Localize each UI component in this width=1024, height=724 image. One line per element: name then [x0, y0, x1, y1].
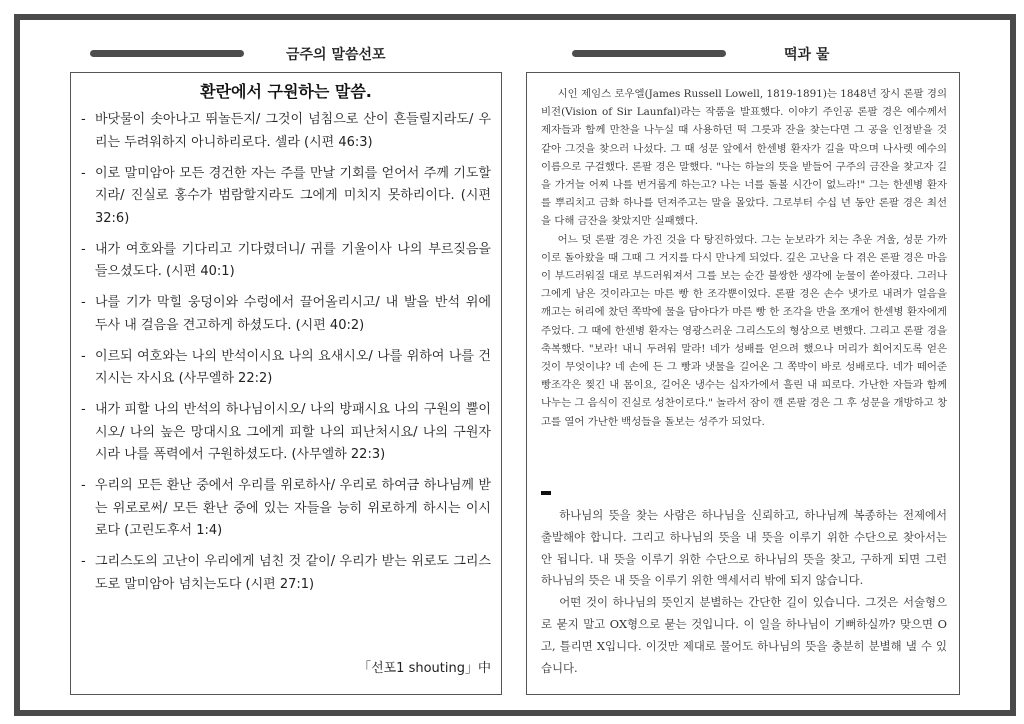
story-paragraph: 시인 제임스 로우엘(James Russell Lowell, 1819-1891)는 1848년 장시 론팔 경의 비전(Vision of Sir Launfal)라는 작품을 발표했다. 이야기 주인공 론팔 경은 예수께서 제자들과 함께 만찬을 나누실 때 사용하던 떡 그릇과 잔을 찾는다면 그 공을 인정받을 것 같아 그것을 찾으러 나섰다. 그 때 성문 앞에서 한센병 환자가 길을 막으며 나사렛 예수의 이름으로 구걸했다. 론팔 경은 말했다. "나는 하늘의 뜻을 받들어 구주의 금잔을 찾고자 길을 가거늘 어찌 나를 번거롭게 하는고? 나는 너를 돌볼 시간이 없느라!" 그는 한센병 환자를 뿌리치고 금화 하나를 던져주고는 말을 몰았다. 그로부터 수십 년 동안 론팔 경은 최선을 다해 금잔을 찾았지만 실패했다.: [541, 88, 947, 228]
verse-item: - 내가 피할 나의 반석의 하나님이시오/ 나의 방패시요 나의 구원의 뿔이시오/ 나의 높은 망대시요 그에게 피할 나의 피난처시요/ 나의 구원자시라 나를 폭력에서 구원하셨도다. (사무엘하 22:3): [81, 399, 491, 467]
header-decor-bar: [90, 50, 244, 57]
verse-item: - 나를 기가 막힐 웅덩이와 수렁에서 끌어올리시고/ 내 발을 반석 위에 두사 내 걸음을 견고하게 하셨도다. (시편 40:2): [81, 292, 491, 337]
verse-list: [81, 109, 491, 605]
right-section-header: [572, 44, 992, 64]
story-box: [526, 72, 960, 695]
story-text: [541, 85, 947, 431]
verse-item: - 우리의 모든 환난 중에서 우리를 위로하사/ 우리로 하여금 하나님께 받는 위로로써/ 모든 환난 중에 있는 자들을 능히 위로하게 하시는 이시로다 (고린도후서 1:4): [81, 475, 491, 543]
left-header-title: 금주의 말씀선포: [286, 47, 386, 63]
reflection-paragraph: 어떤 것이 하나님의 뜻인지 분별하는 간단한 길이 있습니다. 그것은 서술형으로 묻지 말고 OX형으로 묻는 것입니다. 이 일을 하나님이 기뻐하실까? 맞으면 O고, 틀리면 X입니다. 이것만 제대로 물어도 하나님의 뜻을 충분히 분별해 낼 수 있습니다.: [541, 595, 947, 675]
source-citation: 「선포1 shouting」中: [358, 661, 491, 676]
verse-item: - 바닷물이 솟아나고 뛰놀든지/ 그것이 넘침으로 산이 흔들릴지라도/ 우리는 두려워하지 아니하리로다. 셀라 (시편 46:3): [81, 109, 491, 154]
sermon-box: [70, 72, 502, 695]
reflection-text: [541, 505, 947, 679]
verse-item: - 이로 말미암아 모든 경건한 자는 주를 만날 기회를 얻어서 주께 기도할지라/ 진실로 홍수가 범람할지라도 그에게 미치지 못하리이다. (시편 32:6): [81, 163, 491, 231]
verse-item: - 이르되 여호와는 나의 반석이시요 나의 요새시오/ 나를 위하여 나를 건지시는 자시요 (사무엘하 22:2): [81, 346, 491, 391]
header-decor-bar: [572, 50, 726, 57]
left-section-header: [90, 44, 510, 64]
reflection-paragraph: 하나님의 뜻을 찾는 사람은 하나님을 신뢰하고, 하나님께 복종하는 전제에서 출발해야 합니다. 그리고 하나님의 뜻을 내 뜻을 이루기 위한 수단으로 찾아서는 안 됩니다. 내 뜻을 이루기 위한 수단으로 하나님의 뜻을 찾고, 구하게 되면 그런 하나님의 뜻은 내 뜻을 이루기 위한 액세서리 밖에 되지 않습니다.: [541, 508, 947, 588]
verse-item: - 그리스도의 고난이 우리에게 넘친 것 같이/ 우리가 받는 위로도 그리스도로 말미암아 넘치는도다 (시편 27:1): [81, 551, 491, 596]
page-frame: [14, 14, 1016, 716]
section-separator-mark: [541, 491, 551, 495]
story-paragraph: 어느 덧 론팔 경은 가진 것을 다 탕진하였다. 그는 눈보라가 치는 추운 겨울, 성문 가까이로 돌아왔을 때 그때 그 거지를 다시 만나게 되었다. 깊은 고난을 다 겪은 론팔 경은 마음이 부드러워질 대로 부드러워져서 그를 보는 순간 불쌍한 생각에 눈물이 쏟아졌다. 그러나 그에게 남은 것이라고는 마른 빵 한 조각뿐이었다. 론팔 경은 손수 냇가로 내려가 얼음을 깨고는 허리에 찼던 쪽박에 물을 담아다가 마른 빵 한 조각을 반을 쪼개어 한센병 환자에게 주었다. 그 때에 한센병 환자는 영광스러운 그리스도의 형상으로 변했다. 그리고 론팔 경을 축복했다. "보라! 내니 두려워 말라! 네가 성배를 얻으려 했으나 머리가 희어지도록 얻은 것이 무엇이냐? 네 손에 든 그 빵과 냇물을 길어온 그 쪽박이 바로 성배로다. 네가 떼어준 빵조각은 찢긴 내 몸이요, 길어온 냉수는 십자가에서 흘린 내 피로다. 가난한 자들과 함께 나누는 그 음식이 진실로 성찬이로다." 놀라서 잠이 깬 론팔 경은 그 후 성문을 개방하고 창고를 열어 가난한 백성들을 돌보는 성주가 되었다.: [541, 233, 947, 428]
sermon-title: 환란에서 구원하는 말씀.: [200, 82, 372, 101]
verse-item: - 내가 여호와를 기다리고 기다렸더니/ 귀를 기울이사 나의 부르짖음을 들으셨도다. (시편 40:1): [81, 239, 491, 284]
right-header-title: 떡과 물: [784, 47, 830, 63]
